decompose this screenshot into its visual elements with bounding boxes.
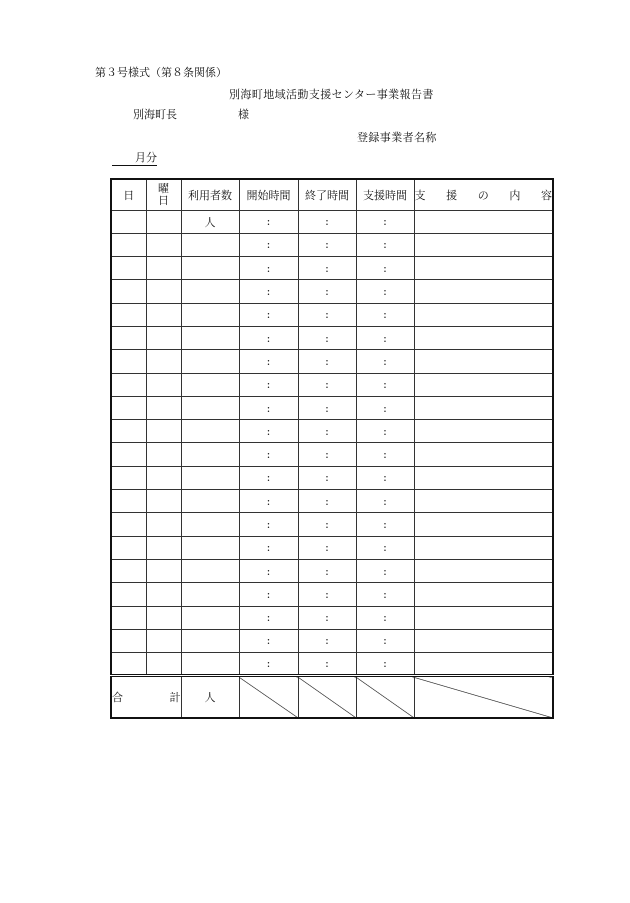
- user-count-cell: [181, 350, 239, 373]
- start-time-cell: :: [239, 606, 298, 629]
- support-time-cell: :: [356, 583, 414, 606]
- addressee-name: 別海町長: [133, 108, 177, 121]
- header-day: 日: [111, 179, 146, 210]
- table-row: [111, 373, 553, 396]
- weekday-cell: [146, 350, 181, 373]
- support-time-cell: :: [356, 653, 414, 676]
- weekday-cell: [146, 536, 181, 559]
- start-time-cell: :: [239, 653, 298, 676]
- end-time-cell: :: [298, 606, 356, 629]
- end-time-cell: :: [298, 513, 356, 536]
- support-content-cell: [414, 420, 553, 443]
- support-time-cell: :: [356, 490, 414, 513]
- support-content-cell: [414, 583, 553, 606]
- end-time-cell: :: [298, 653, 356, 676]
- table-row: [111, 583, 553, 606]
- user-count-cell: [181, 280, 239, 303]
- form-number: 第３号様式（第８条関係）: [95, 66, 227, 79]
- weekday-cell: [146, 559, 181, 582]
- end-time-cell: :: [298, 420, 356, 443]
- support-time-cell: :: [356, 280, 414, 303]
- end-time-cell: :: [298, 350, 356, 373]
- total-user-count: 人: [181, 676, 239, 718]
- start-time-cell: :: [239, 536, 298, 559]
- start-time-cell: :: [239, 210, 298, 233]
- table-row: [111, 490, 553, 513]
- weekday-cell: [146, 583, 181, 606]
- day-cell: [111, 583, 146, 606]
- start-time-cell: :: [239, 559, 298, 582]
- start-time-cell: :: [239, 466, 298, 489]
- header-weekday: [146, 179, 181, 210]
- day-cell: [111, 303, 146, 326]
- day-cell: [111, 653, 146, 676]
- day-cell: [111, 326, 146, 349]
- user-count-cell: [181, 373, 239, 396]
- user-count-cell: [181, 257, 239, 280]
- start-time-cell: :: [239, 490, 298, 513]
- end-time-cell: :: [298, 443, 356, 466]
- support-content-cell: [414, 466, 553, 489]
- support-time-cell: :: [356, 513, 414, 536]
- support-time-cell: :: [356, 606, 414, 629]
- start-time-cell: :: [239, 396, 298, 419]
- support-content-cell: [414, 396, 553, 419]
- support-time-cell: :: [356, 303, 414, 326]
- user-count-cell: [181, 629, 239, 652]
- end-time-cell: :: [298, 536, 356, 559]
- weekday-cell: [146, 373, 181, 396]
- table-row: [111, 257, 553, 280]
- day-cell: [111, 443, 146, 466]
- support-content-cell: [414, 210, 553, 233]
- user-count-cell: [181, 490, 239, 513]
- table-row: [111, 653, 553, 676]
- support-time-cell: :: [356, 257, 414, 280]
- start-time-cell: :: [239, 303, 298, 326]
- table-row: [111, 559, 553, 582]
- registrant-name-label: 登録事業者名称: [357, 131, 437, 144]
- user-count-cell: [181, 513, 239, 536]
- end-time-cell: :: [298, 583, 356, 606]
- table-header-row: [111, 179, 553, 210]
- user-count-cell: [181, 443, 239, 466]
- start-time-cell: :: [239, 233, 298, 256]
- header-weekday-label: 曜日: [158, 181, 169, 207]
- start-time-cell: :: [239, 373, 298, 396]
- start-time-cell: :: [239, 280, 298, 303]
- day-cell: [111, 280, 146, 303]
- day-cell: [111, 513, 146, 536]
- user-count-cell: [181, 466, 239, 489]
- support-time-cell: :: [356, 350, 414, 373]
- weekday-cell: [146, 210, 181, 233]
- table-row: [111, 420, 553, 443]
- support-content-cell: [414, 629, 553, 652]
- day-cell: [111, 373, 146, 396]
- day-cell: [111, 396, 146, 419]
- day-cell: [111, 559, 146, 582]
- weekday-cell: [146, 233, 181, 256]
- user-count-cell: [181, 326, 239, 349]
- support-content-cell: [414, 559, 553, 582]
- user-count-cell: [181, 420, 239, 443]
- weekday-cell: [146, 513, 181, 536]
- start-time-cell: :: [239, 420, 298, 443]
- header-user-count: 利用者数: [181, 179, 239, 210]
- day-cell: [111, 210, 146, 233]
- end-time-cell: :: [298, 629, 356, 652]
- support-time-cell: :: [356, 396, 414, 419]
- weekday-cell: [146, 490, 181, 513]
- user-count-cell: [181, 559, 239, 582]
- weekday-cell: [146, 280, 181, 303]
- weekday-cell: [146, 326, 181, 349]
- day-cell: [111, 536, 146, 559]
- support-time-cell: :: [356, 210, 414, 233]
- support-content-cell: [414, 513, 553, 536]
- header-end-time: 終了時間: [298, 179, 356, 210]
- start-time-cell: :: [239, 513, 298, 536]
- support-content-cell: [414, 303, 553, 326]
- total-row: [111, 676, 553, 718]
- header-start-time: 開始時間: [239, 179, 298, 210]
- support-content-cell: [414, 653, 553, 676]
- support-time-cell: :: [356, 559, 414, 582]
- support-time-cell: :: [356, 326, 414, 349]
- support-time-cell: :: [356, 233, 414, 256]
- table-row: [111, 536, 553, 559]
- day-cell: [111, 466, 146, 489]
- support-time-cell: :: [356, 420, 414, 443]
- end-time-cell: :: [298, 559, 356, 582]
- total-label: 合計: [111, 676, 181, 718]
- document-title: 別海町地域活動支援センター事業報告書: [229, 88, 434, 101]
- table-row: [111, 466, 553, 489]
- weekday-cell: [146, 653, 181, 676]
- day-cell: [111, 233, 146, 256]
- start-time-cell: :: [239, 326, 298, 349]
- user-count-cell: [181, 583, 239, 606]
- user-count-cell: [181, 303, 239, 326]
- table-row: [111, 233, 553, 256]
- day-cell: [111, 490, 146, 513]
- total-support-time-slash: [356, 676, 414, 718]
- table-row: [111, 606, 553, 629]
- start-time-cell: :: [239, 629, 298, 652]
- end-time-cell: :: [298, 210, 356, 233]
- user-count-cell: [181, 536, 239, 559]
- table-row: [111, 443, 553, 466]
- support-time-cell: :: [356, 373, 414, 396]
- table-body: [111, 210, 553, 676]
- end-time-cell: :: [298, 373, 356, 396]
- support-content-cell: [414, 350, 553, 373]
- user-count-cell: [181, 653, 239, 676]
- start-time-cell: :: [239, 257, 298, 280]
- table-row: [111, 396, 553, 419]
- support-content-cell: [414, 443, 553, 466]
- end-time-cell: :: [298, 233, 356, 256]
- table-row: [111, 280, 553, 303]
- end-time-cell: :: [298, 303, 356, 326]
- weekday-cell: [146, 466, 181, 489]
- total-end-time-slash: [298, 676, 356, 718]
- end-time-cell: :: [298, 396, 356, 419]
- support-time-cell: :: [356, 536, 414, 559]
- table-row: [111, 513, 553, 536]
- support-content-cell: [414, 490, 553, 513]
- support-content-cell: [414, 536, 553, 559]
- end-time-cell: :: [298, 326, 356, 349]
- weekday-cell: [146, 396, 181, 419]
- weekday-cell: [146, 443, 181, 466]
- support-time-cell: :: [356, 443, 414, 466]
- day-cell: [111, 629, 146, 652]
- header-support-content: 支援の内容: [414, 179, 553, 210]
- support-time-cell: :: [356, 629, 414, 652]
- user-count-cell: [181, 233, 239, 256]
- support-content-cell: [414, 606, 553, 629]
- weekday-cell: [146, 303, 181, 326]
- start-time-cell: :: [239, 583, 298, 606]
- start-time-cell: :: [239, 350, 298, 373]
- support-content-cell: [414, 280, 553, 303]
- end-time-cell: :: [298, 466, 356, 489]
- weekday-cell: [146, 629, 181, 652]
- table-row: [111, 350, 553, 373]
- support-content-cell: [414, 233, 553, 256]
- day-cell: [111, 420, 146, 443]
- table-row: [111, 210, 553, 233]
- end-time-cell: :: [298, 257, 356, 280]
- day-cell: [111, 606, 146, 629]
- weekday-cell: [146, 257, 181, 280]
- weekday-cell: [146, 606, 181, 629]
- day-cell: [111, 257, 146, 280]
- user-count-cell: [181, 606, 239, 629]
- weekday-cell: [146, 420, 181, 443]
- support-content-cell: [414, 326, 553, 349]
- end-time-cell: :: [298, 280, 356, 303]
- addressee-honorific: 様: [238, 108, 249, 121]
- user-count-cell: 人: [181, 210, 239, 233]
- support-time-cell: :: [356, 466, 414, 489]
- report-table: [110, 178, 554, 719]
- support-content-cell: [414, 373, 553, 396]
- start-time-cell: :: [239, 443, 298, 466]
- day-cell: [111, 350, 146, 373]
- total-start-time-slash: [239, 676, 298, 718]
- table-row: [111, 326, 553, 349]
- table-row: [111, 303, 553, 326]
- header-support-time: 支援時間: [356, 179, 414, 210]
- support-content-cell: [414, 257, 553, 280]
- report-month-label: 月分: [112, 151, 157, 166]
- total-support-content-slash: [414, 676, 553, 718]
- end-time-cell: :: [298, 490, 356, 513]
- table-row: [111, 629, 553, 652]
- user-count-cell: [181, 396, 239, 419]
